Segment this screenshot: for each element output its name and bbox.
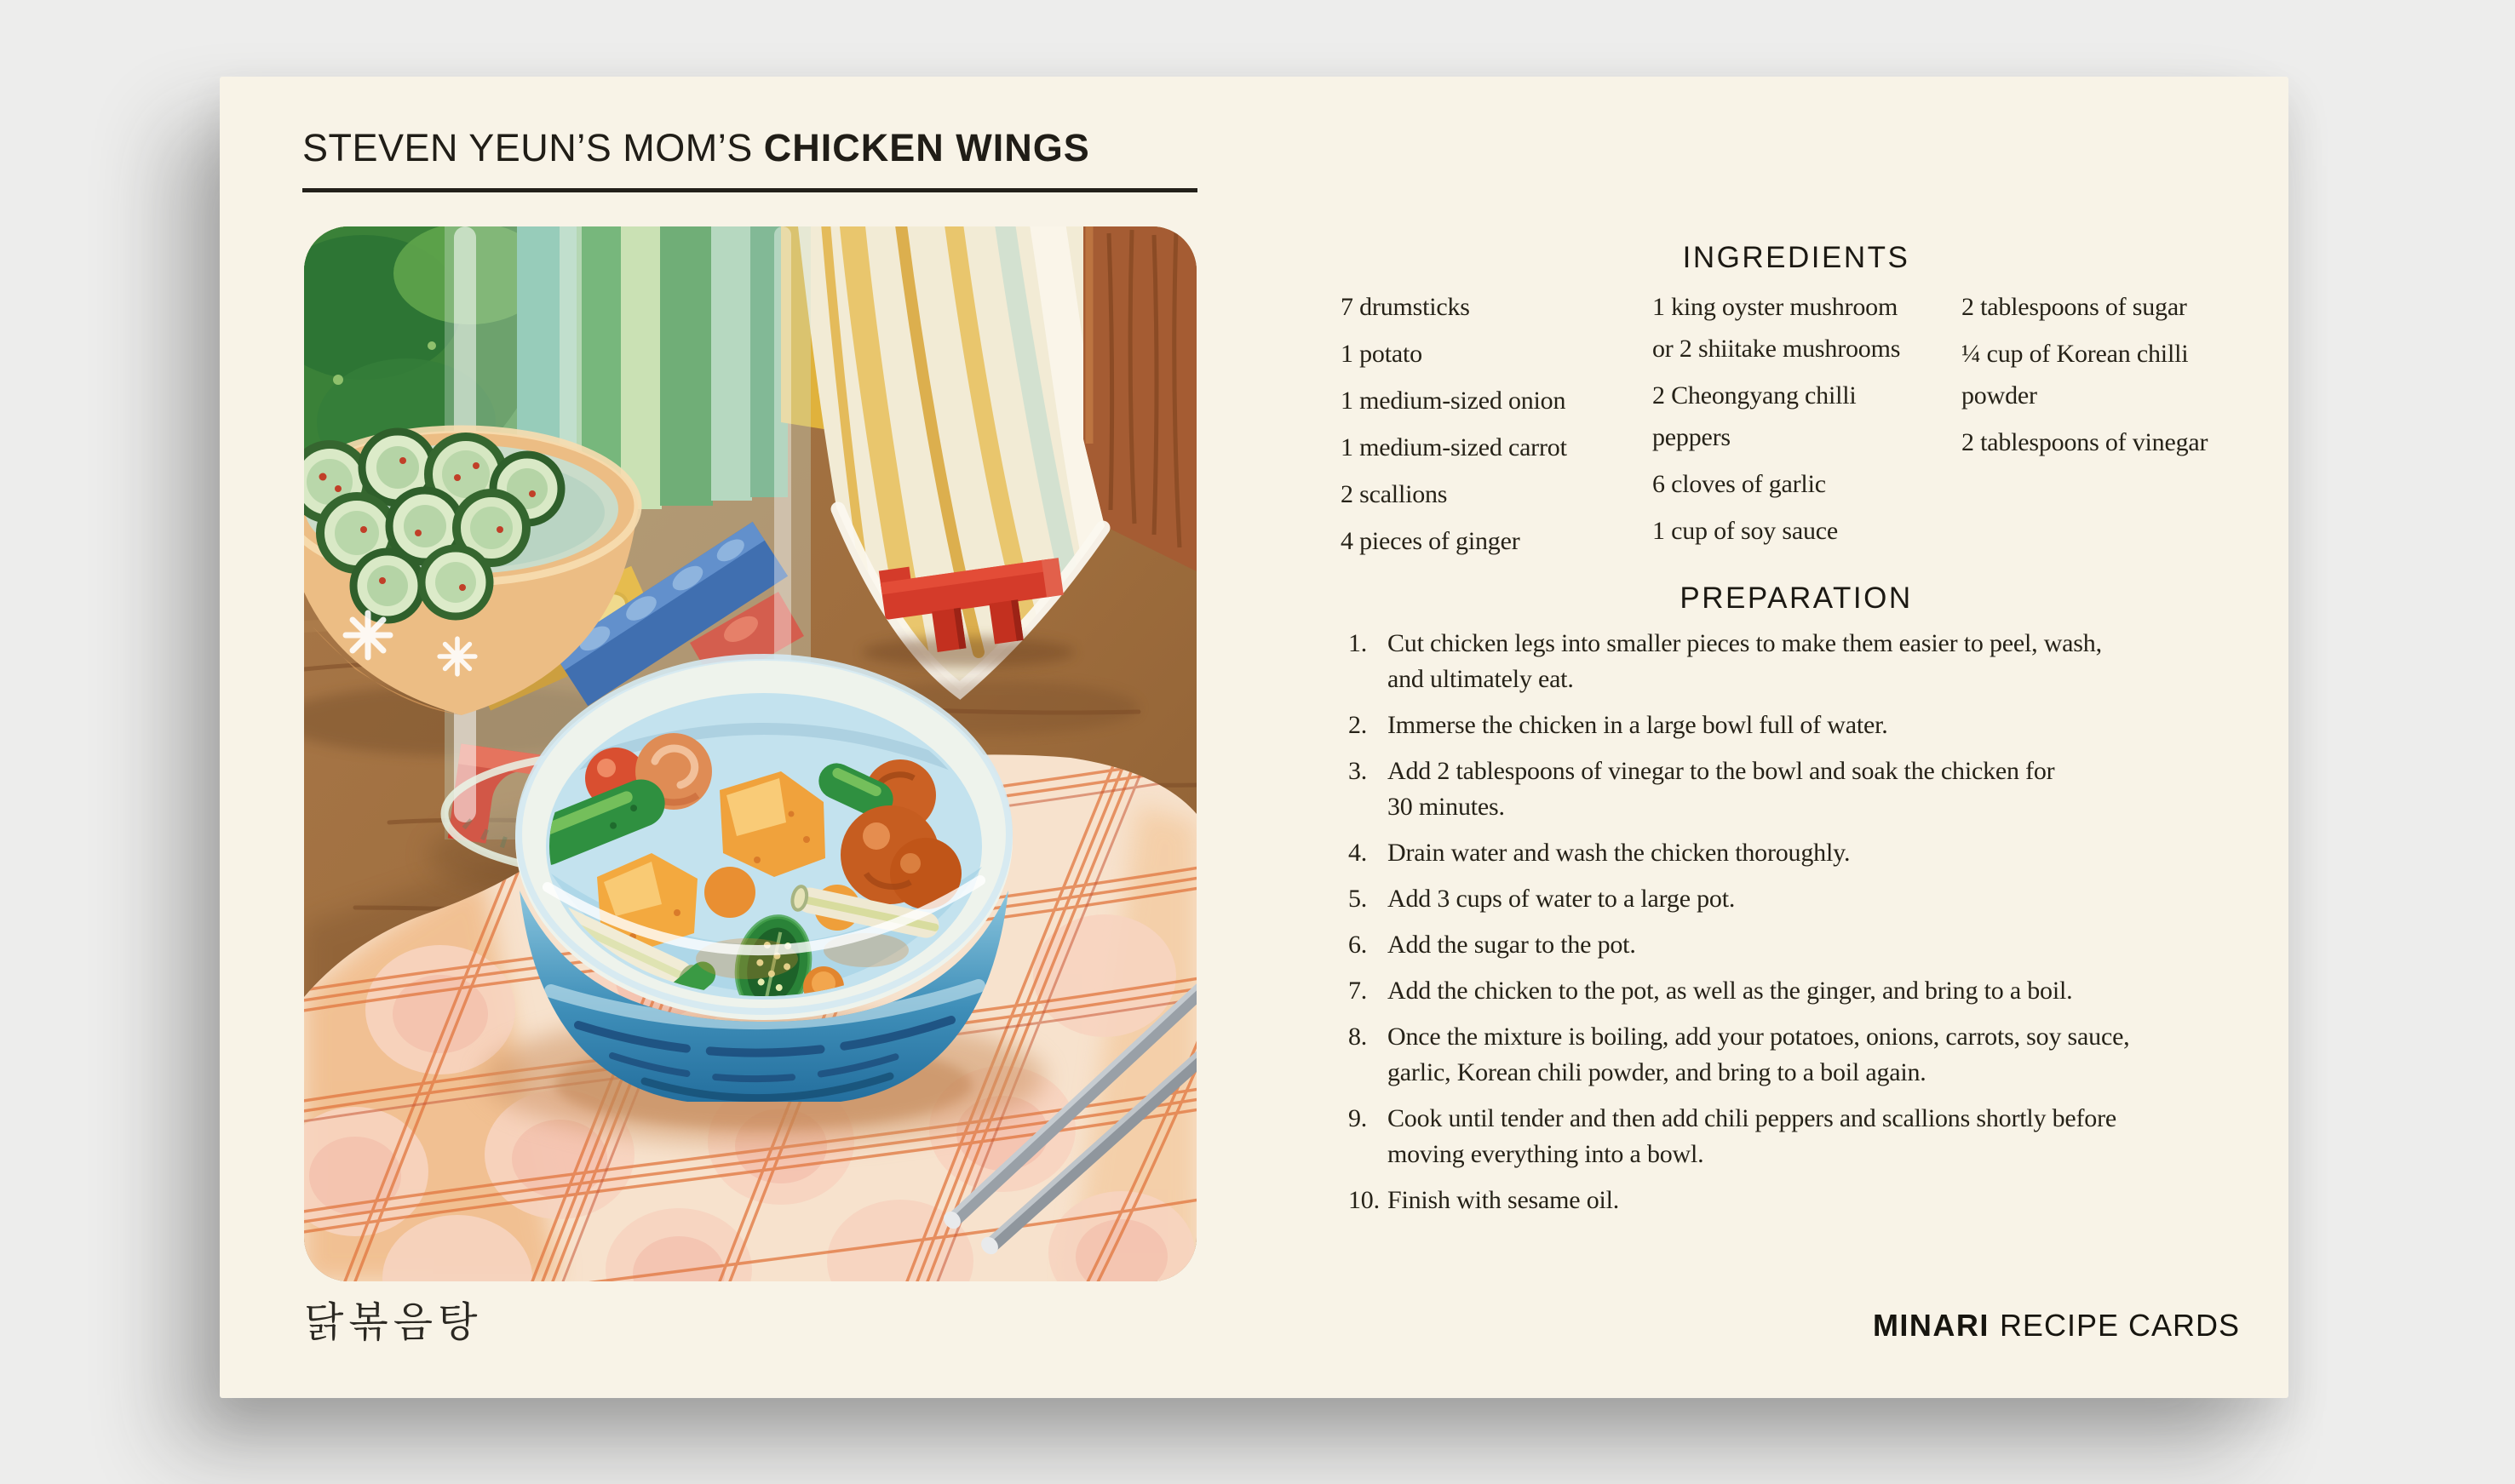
step-number: 4. bbox=[1348, 839, 1368, 867]
ingredient-column-1 bbox=[1341, 286, 1639, 567]
stew-bowl bbox=[483, 657, 1045, 1144]
illustration-svg bbox=[304, 226, 1197, 1281]
ingredient-item: 7 drumsticks bbox=[1341, 293, 1470, 321]
ingredient-item: 1 cup of soy sauce bbox=[1652, 517, 1839, 545]
preparation-step: 9. Cook until tender and then add chili peppers and scallions shortly before moving everything into a bowl. bbox=[1348, 1101, 2294, 1172]
step-number: 9. bbox=[1348, 1104, 1368, 1132]
recipe-card bbox=[220, 77, 2288, 1398]
preparation-step: 1. Cut chicken legs into smaller pieces to make them easier to peel, wash, and ultimately eat. bbox=[1348, 626, 2294, 697]
step-number: 7. bbox=[1348, 977, 1368, 1005]
title-rule bbox=[302, 188, 1197, 192]
preparation-step: 3. Add 2 tablespoons of vinegar to the bowl and soak the chicken for 30 minutes. bbox=[1348, 753, 2294, 825]
title-prefix: STEVEN YEUN’S MOM’S bbox=[302, 126, 753, 169]
step-number: 2. bbox=[1348, 711, 1368, 739]
preparation-step: 2. Immerse the chicken in a large bowl full of water. bbox=[1348, 708, 2294, 743]
preparation-step: 10. Finish with sesame oil. bbox=[1348, 1183, 2294, 1218]
ingredient-item: 1 king oyster mushroom or 2 shiitake mushrooms bbox=[1652, 293, 1901, 363]
ingredient-column-3 bbox=[1961, 286, 2302, 468]
step-number: 10. bbox=[1348, 1186, 1380, 1214]
ingredient-item: 1 medium-sized carrot bbox=[1341, 433, 1567, 461]
ingredient-column-2 bbox=[1652, 286, 1967, 557]
preparation-heading: PREPARATION bbox=[1680, 582, 1913, 615]
step-number: 5. bbox=[1348, 885, 1368, 913]
ingredient-item: 2 tablespoons of sugar bbox=[1961, 293, 2187, 321]
preparation-step: 5. Add 3 cups of water to a large pot. bbox=[1348, 881, 2294, 917]
korean-caption: 닭볶음탕 bbox=[304, 1300, 483, 1345]
preparation-steps bbox=[1348, 626, 2294, 1229]
preparation-step: 6. Add the sugar to the pot. bbox=[1348, 927, 2294, 963]
step-number: 8. bbox=[1348, 1023, 1368, 1051]
ingredient-item: ¼ cup of Korean chilli powder bbox=[1961, 340, 2189, 410]
ingredient-item: 6 cloves of garlic bbox=[1652, 470, 1826, 498]
ingredient-item: 2 Cheongyang chilli peppers bbox=[1652, 381, 1857, 451]
preparation-step: 4. Drain water and wash the chicken thoroughly. bbox=[1348, 835, 2294, 871]
ingredient-item: 2 scallions bbox=[1341, 480, 1448, 508]
ingredients-heading: INGREDIENTS bbox=[1682, 241, 1910, 274]
brand-suffix: RECIPE CARDS bbox=[1999, 1308, 2240, 1343]
step-number: 3. bbox=[1348, 757, 1368, 785]
page-title bbox=[302, 124, 1090, 172]
ingredient-item: 4 pieces of ginger bbox=[1341, 527, 1520, 555]
ingredient-item: 1 medium-sized onion bbox=[1341, 387, 1566, 415]
step-number: 1. bbox=[1348, 629, 1368, 657]
preparation-step: 7. Add the chicken to the pot, as well as the ginger, and bring to a boil. bbox=[1348, 973, 2294, 1009]
recipe-illustration bbox=[304, 226, 1197, 1281]
step-number: 6. bbox=[1348, 931, 1368, 959]
preparation-step: 8. Once the mixture is boiling, add your potatoes, onions, carrots, soy sauce, garlic, Korean chili powder, and bring to a boil again. bbox=[1348, 1019, 2294, 1091]
title-emphasis: CHICKEN WINGS bbox=[763, 126, 1090, 169]
ingredient-item: 2 tablespoons of vinegar bbox=[1961, 428, 2208, 456]
brand-footer bbox=[1873, 1308, 2240, 1344]
ingredient-item: 1 potato bbox=[1341, 340, 1422, 368]
brand-name: MINARI bbox=[1872, 1308, 1990, 1343]
